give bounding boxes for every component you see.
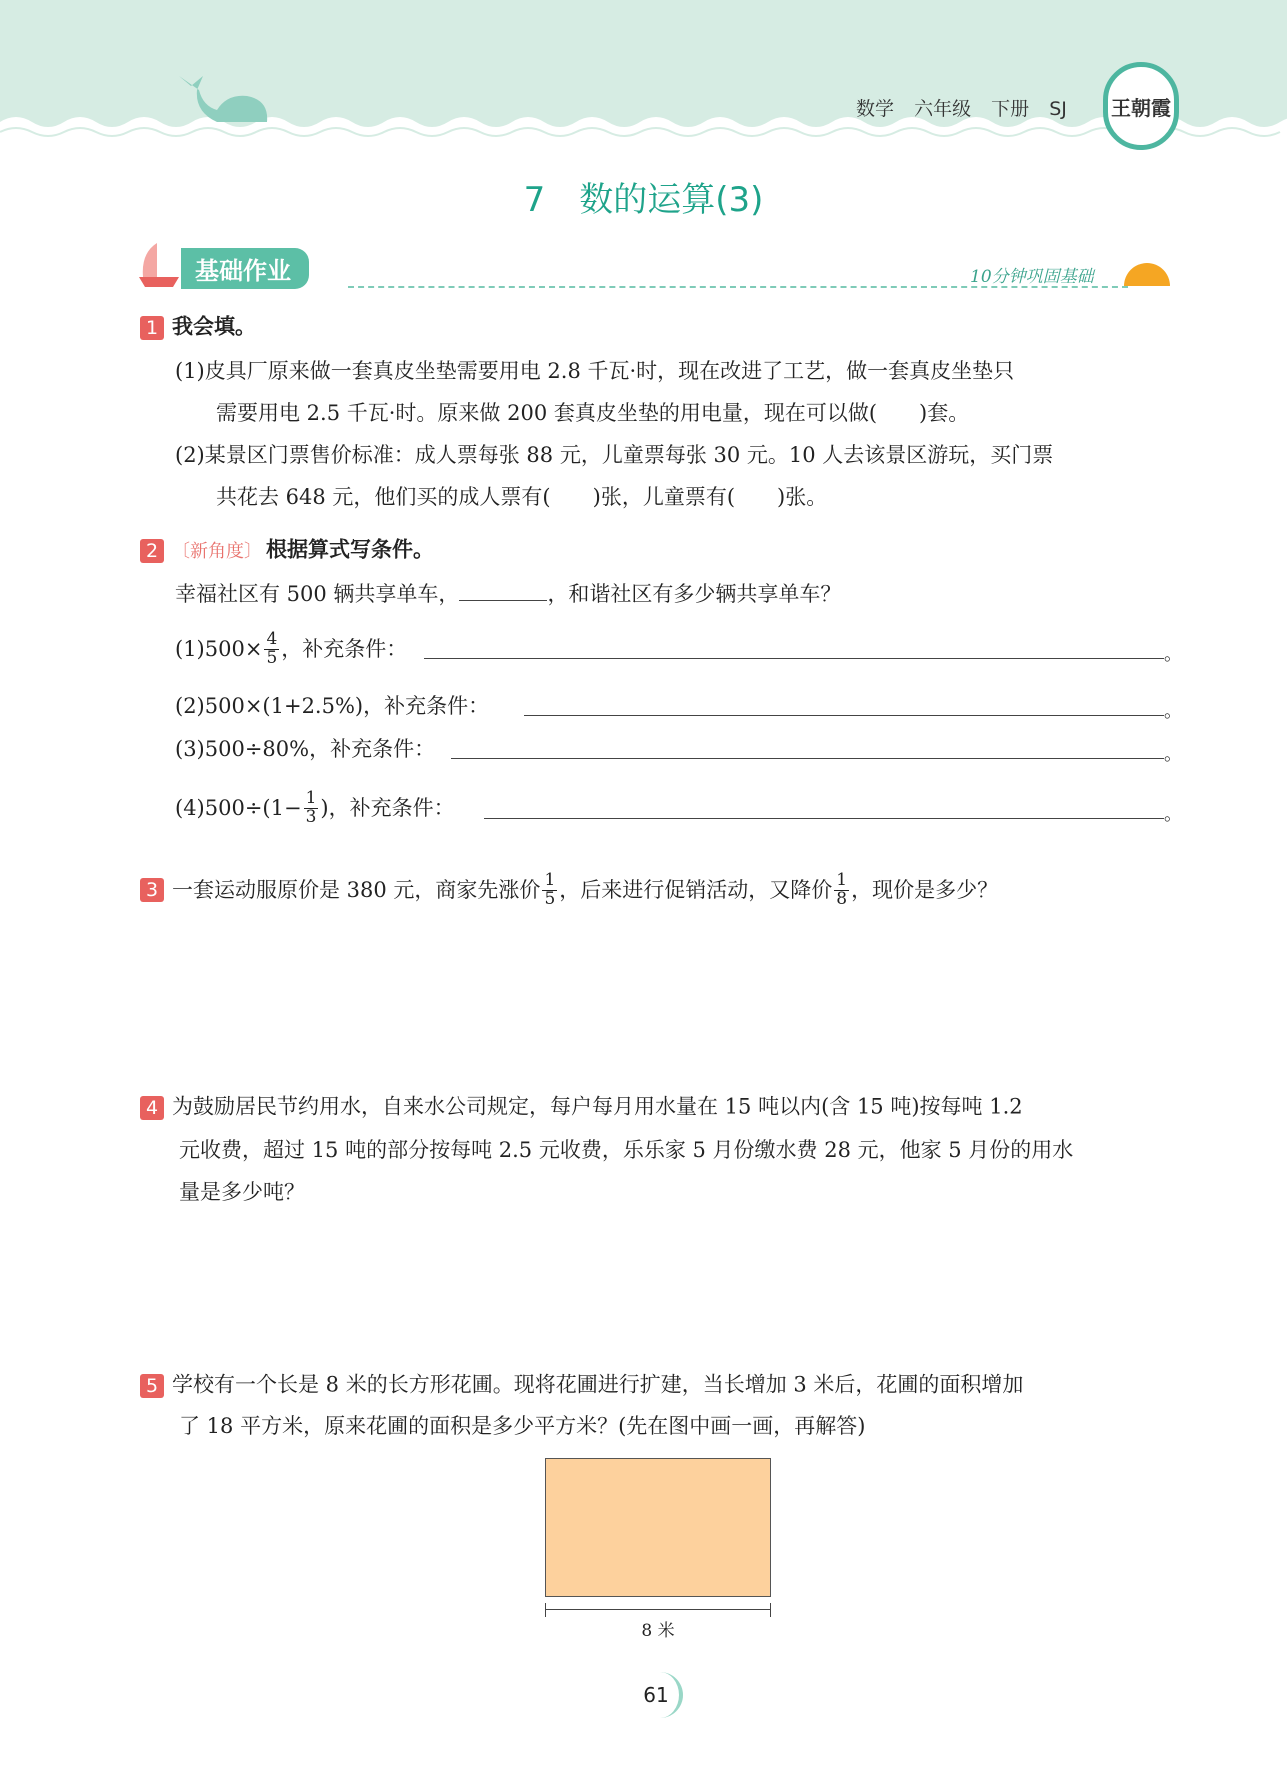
period: 。: [1164, 701, 1182, 722]
question-2-heading: [140, 539, 434, 563]
denominator: 3: [305, 806, 317, 827]
dimension-label: 8 米: [641, 1621, 675, 1641]
fraction: [304, 787, 319, 827]
section-label: 基础作业: [181, 248, 309, 289]
numerator: 1: [544, 869, 556, 890]
item-prefix: (1)500×: [175, 636, 263, 661]
q1-line: 共花去 648 元，他们买的成人票有( )张，儿童票有( )张。: [216, 485, 828, 509]
question-5-line: 了 18 平方米，原来花圃的面积是多少平方米？(先在图中画一画，再解答): [179, 1414, 866, 1438]
fraction: [542, 869, 557, 909]
period: 。: [1164, 744, 1182, 765]
item-suffix: ，补充条件：: [281, 636, 408, 661]
question-5-line: [140, 1374, 1023, 1398]
page-title: 7 数的运算(3): [523, 180, 764, 220]
dimension-arrow: [545, 1609, 771, 1610]
item-prefix: (4)500÷(1−: [175, 795, 302, 820]
question-number: 5: [140, 1374, 164, 1398]
question-1-heading: [140, 316, 256, 340]
question-heading: 我会填。: [172, 314, 256, 339]
q3-text: ，现价是多少？: [851, 877, 999, 902]
sun-icon: [1124, 263, 1170, 286]
dimension-tick: [545, 1603, 546, 1617]
fraction: [264, 628, 279, 668]
dimension-tick: [770, 1603, 771, 1617]
question-3: [140, 864, 998, 916]
q2-item-2: (2)500×(1+2.5%)，补充条件：: [175, 694, 490, 718]
numerator: 1: [836, 869, 848, 890]
question-4-line: 元收费，超过 15 吨的部分按每吨 2.5 元收费，乐乐家 5 月份缴水费 28 元，他家 5 月份的用水: [179, 1138, 1074, 1162]
section-note: 10分钟巩固基础: [970, 267, 1094, 287]
garden-rectangle[interactable]: [545, 1458, 771, 1597]
q4-text: 为鼓励居民节约用水，自来水公司规定，每户每月用水量在 15 吨以内(含 15 吨)按每吨 1.2: [172, 1094, 1023, 1119]
question-4-line: [140, 1096, 1023, 1120]
period: 。: [1164, 644, 1182, 665]
period: 。: [1164, 804, 1182, 825]
denominator: 5: [544, 888, 556, 909]
item-suffix: )，补充条件：: [320, 795, 455, 820]
grade-label: 六年级: [914, 98, 972, 120]
edition-label: SJ: [1049, 98, 1067, 120]
q2-item-4: [175, 782, 455, 834]
numerator: 1: [305, 787, 317, 808]
logo-text: 王朝霞: [1111, 95, 1171, 120]
question-number: 1: [140, 316, 164, 340]
question-heading: 根据算式写条件。: [266, 537, 434, 562]
q3-text: ，后来进行促销活动，又降价: [559, 877, 833, 902]
answer-line-1[interactable]: [424, 658, 1164, 659]
subject-label: 数学: [856, 98, 895, 120]
q1-line: (1)皮具厂原来做一套真皮坐垫需要用电 2.8 千瓦·时，现在改进了工艺，做一套真皮坐垫只: [175, 359, 1015, 383]
denominator: 5: [266, 647, 278, 668]
q3-text: 一套运动服原价是 380 元，商家先涨价: [172, 877, 541, 902]
book-info: [856, 94, 1067, 121]
numerator: 4: [266, 628, 278, 649]
question-number: 4: [140, 1096, 164, 1120]
question-number: 2: [140, 539, 164, 563]
question-4-line: 量是多少吨？: [179, 1180, 305, 1204]
q5-text: 学校有一个长是 8 米的长方形花圃。现将花圃进行扩建，当长增加 3 米后，花圃的面积增加: [172, 1372, 1024, 1397]
sailboat-icon: [139, 243, 179, 287]
new-angle-tag: 〔新角度〕: [172, 540, 262, 562]
q2-item-1: [175, 624, 407, 674]
brand-logo: [1103, 62, 1179, 150]
question-number: 3: [140, 878, 164, 902]
stem-blank[interactable]: [459, 600, 547, 601]
page-number: 61: [633, 1672, 683, 1718]
stem-text: ，和谐社区有多少辆共享单车？: [547, 582, 842, 606]
whale-icon: [177, 72, 277, 128]
q2-stem: [175, 584, 841, 605]
stem-text: 幸福社区有 500 辆共享单车，: [175, 582, 460, 606]
q1-line: 需要用电 2.5 千瓦·时。原来做 200 套真皮坐垫的用电量，现在可以做( )套。: [216, 401, 970, 425]
answer-line-3[interactable]: [451, 758, 1164, 759]
fraction: [834, 869, 849, 909]
q1-line: (2)某景区门票售价标准：成人票每张 88 元，儿童票每张 30 元。10 人去该景区游玩，买门票: [175, 443, 1054, 467]
answer-line-2[interactable]: [524, 715, 1164, 716]
answer-line-4[interactable]: [484, 818, 1164, 819]
section-header: [139, 249, 309, 287]
denominator: 8: [836, 888, 848, 909]
q2-item-3: (3)500÷80%，补充条件：: [175, 737, 436, 761]
volume-label: 下册: [991, 98, 1030, 120]
